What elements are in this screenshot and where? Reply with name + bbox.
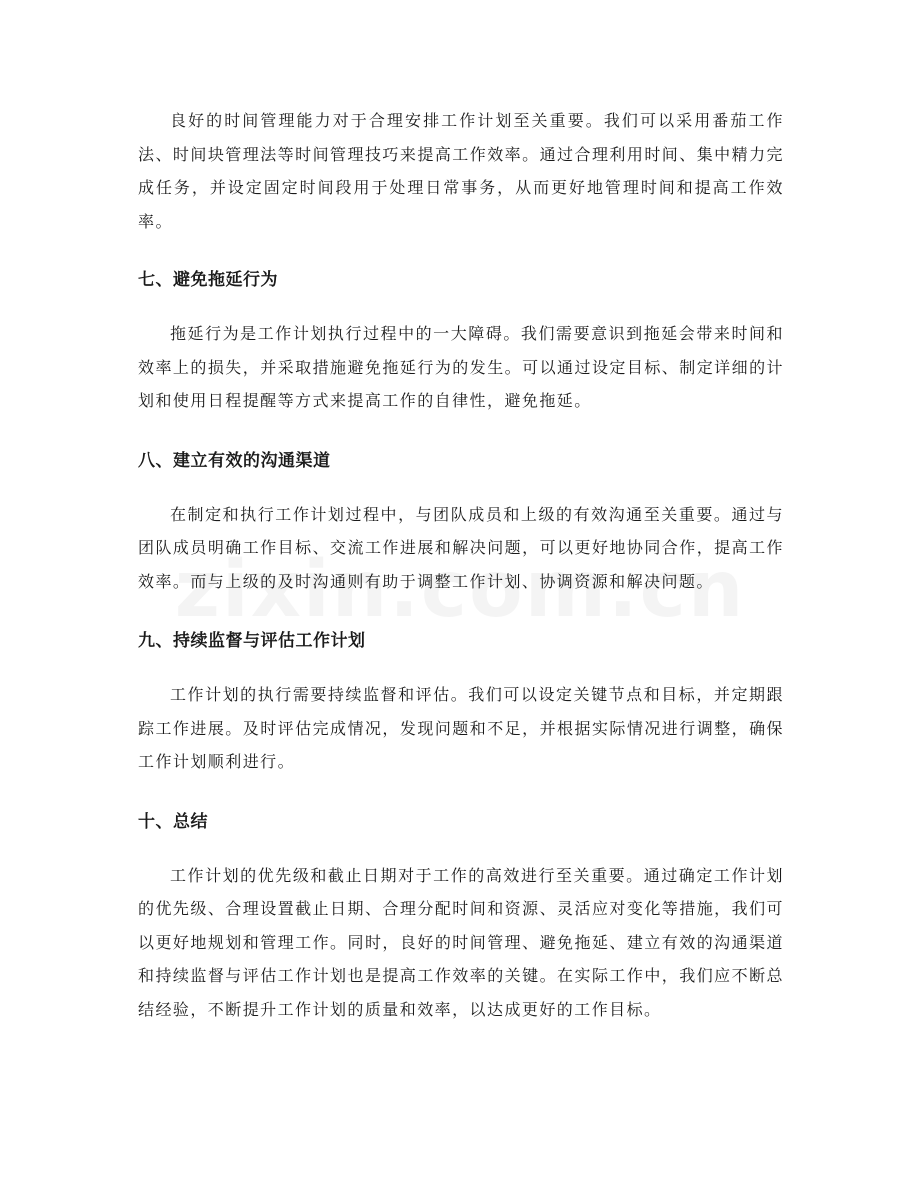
document-body xyxy=(138,104,784,1026)
section-heading-7: 七、避免拖延行为 xyxy=(138,270,278,290)
paragraph-time-management: 良好的时间管理能力对于合理安排工作计划至关重要。我们可以采用番茄工作法、时间块管理法等时间管理技巧来提高工作效率。通过合理利用时间、集中精力完成任务，并设定固定时间段用于处理日常事务，从而更好地管理时间和提高工作效率。 xyxy=(138,111,784,231)
paragraph-procrastination: 拖延行为是工作计划执行过程中的一大障碍。我们需要意识到拖延会带来时间和效率上的损失，并采取措施避免拖延行为的发生。可以通过设定目标、制定详细的计划和使用日程提醒等方式来提高工作的自律性，避免拖延。 xyxy=(138,324,784,410)
section-heading-9: 九、持续监督与评估工作计划 xyxy=(138,631,366,651)
paragraph-communication: 在制定和执行工作计划过程中，与团队成员和上级的有效沟通至关重要。通过与团队成员明确工作目标、交流工作进展和解决问题，可以更好地协同合作，提高工作效率。而与上级的及时沟通则有助于调整工作计划、协调资源和解决问题。 xyxy=(138,504,784,591)
section-heading-8: 八、建立有效的沟通渠道 xyxy=(138,450,331,471)
paragraph-monitoring: 工作计划的执行需要持续监督和评估。我们可以设定关键节点和目标，并定期跟踪工作进展。及时评估完成情况，发现问题和不足，并根据实际情况进行调整，确保工作计划顺利进行。 xyxy=(138,685,784,771)
section-heading-10: 十、总结 xyxy=(138,811,208,832)
paragraph-summary: 工作计划的优先级和截止日期对于工作的高效进行至关重要。通过确定工作计划的优先级、合理设置截止日期、合理分配时间和资源、灵活应对变化等措施，我们可以更好地规划和管理工作。同时，良好的时间管理、避免拖延、建立有效的沟通渠道和持续监督与评估工作计划也是提高工作效率的关键。在实际工作中，我们应不断总结经验，不断提升工作计划的质量和效率，以达成更好的工作目标。 xyxy=(138,865,784,1019)
